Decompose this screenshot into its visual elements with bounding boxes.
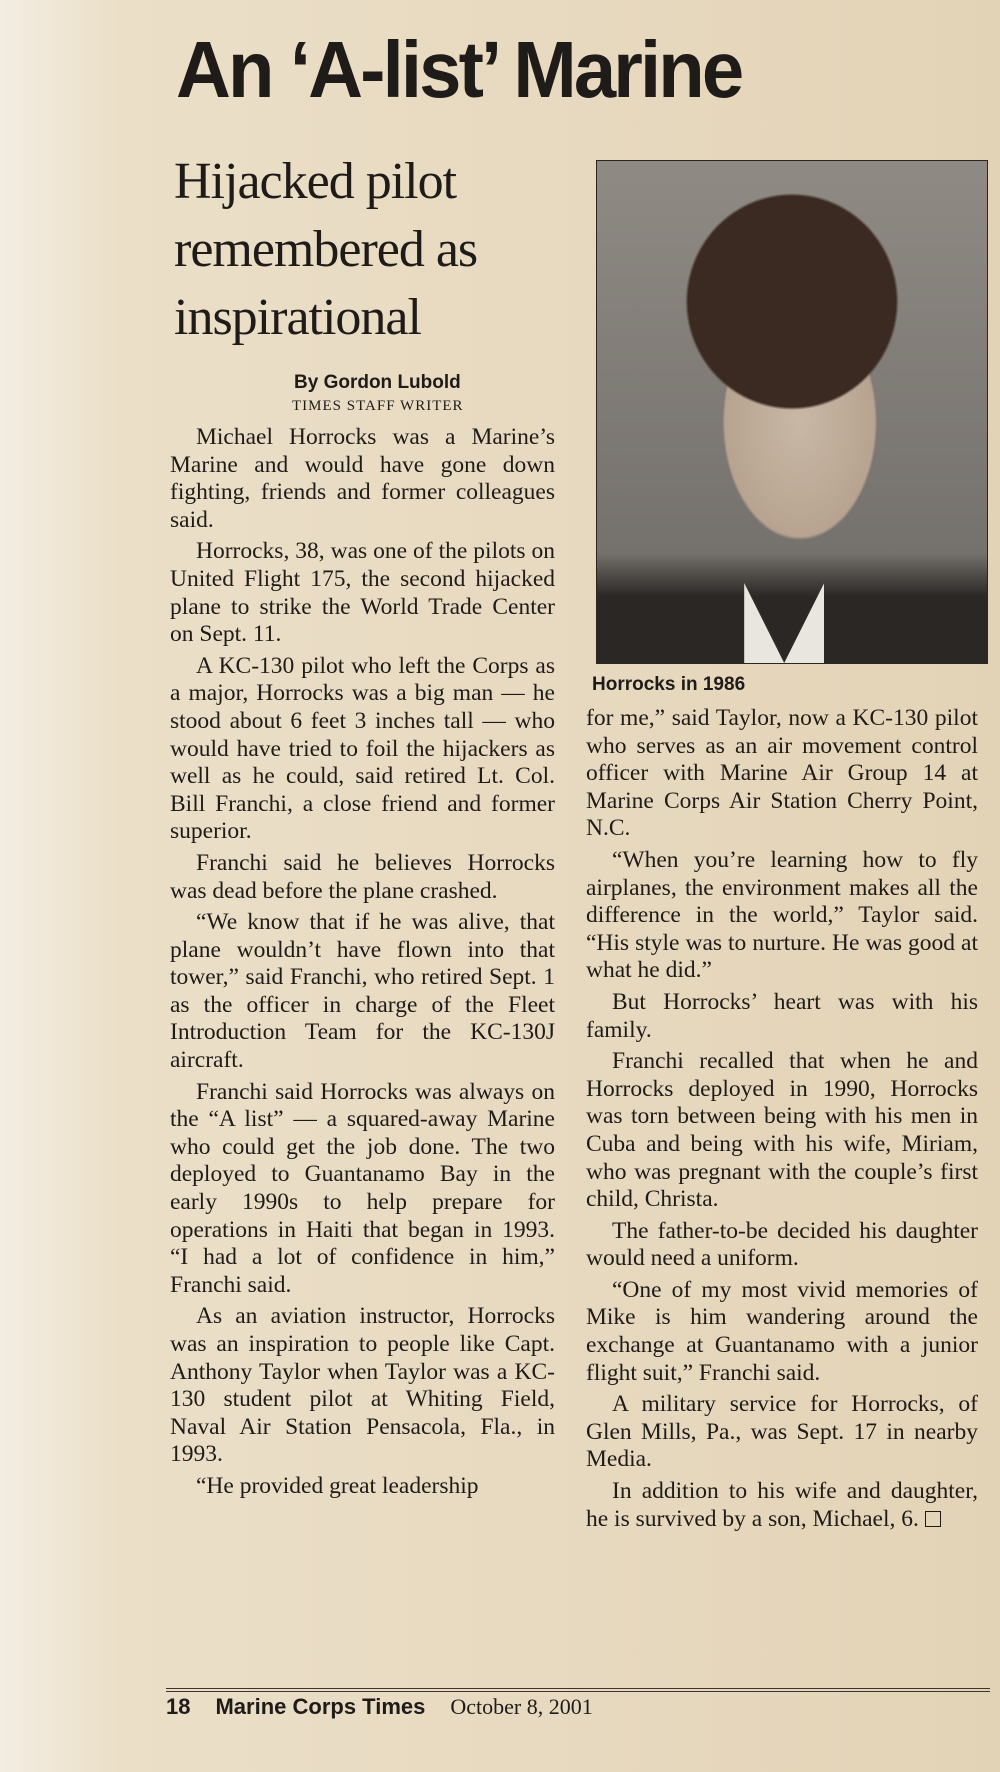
paragraph-last [586, 1478, 978, 1533]
paragraph: “When you’re learning how to fly airplanes, the environment makes all the difference in the world,” Taylor said. “His style was to nurture. He was good at what he did.” [586, 846, 978, 984]
paragraph: “We know that if he was alive, that plane wouldn’t have flown into that tower,” said Franchi, who retired Sept. 1 as the officer in charge of the Fleet Introduction Team for the KC-130J aircraft. [170, 909, 555, 1074]
right-column [586, 705, 978, 1537]
publication-date: October 8, 2001 [450, 1694, 593, 1719]
left-column [170, 424, 555, 1505]
paragraph: Franchi said Horrocks was always on the “A list” — a squared-away Marine who could get the job done. The two deployed to Guantanamo Bay in the early 1990s to help prepare for operations in Haiti that began in 1993. “I had a lot of confidence in him,” Franchi said. [170, 1078, 555, 1298]
footer-rule [166, 1688, 990, 1692]
headline: An ‘A-list’ Marine [176, 25, 742, 114]
paragraph: A military service for Horrocks, of Glen Mills, Pa., was Sept. 17 in nearby Media. [586, 1391, 978, 1473]
paragraph: Franchi recalled that when he and Horrocks deployed in 1990, Horrocks was torn between being with his men in Cuba and being with his wife, Miriam, who was pregnant with the couple’s first child, Christa. [586, 1048, 978, 1213]
paragraph: for me,” said Taylor, now a KC-130 pilot who serves as an air movement control officer with Marine Air Group 14 at Marine Corps Air Station Cherry Point, N.C. [586, 705, 978, 842]
paragraph: Franchi said he believes Horrocks was dead before the plane crashed. [170, 849, 555, 904]
paragraph: “One of my most vivid memories of Mike is him wandering around the exchange at Guantanamo with a junior flight suit,” Franchi said. [586, 1276, 978, 1386]
paragraph: “He provided great leadership [196, 1472, 479, 1499]
page-footer [166, 1694, 593, 1720]
publication-name: Marine Corps Times [215, 1694, 426, 1719]
paragraph: Horrocks, 38, was one of the pilots on United Flight 175, the second hijacked plane to strike the World Trade Center on Sept. 11. [170, 538, 555, 648]
portrait-photo [596, 160, 988, 664]
paragraph: Michael Horrocks was a Marine’s Marine and would have gone down fighting, friends and former colleagues said. [170, 424, 555, 533]
paragraph: But Horrocks’ heart was with his family. [586, 988, 978, 1043]
photo-shoulders [597, 553, 987, 663]
subhead: Hijacked pilot remembered as inspirational [174, 153, 478, 346]
paragraph: The father-to-be decided his daughter would need a uniform. [586, 1217, 978, 1272]
paragraph-text: In addition to his wife and daughter, he is survived by a son, Michael, 6. [586, 1478, 978, 1532]
byline: By Gordon Lubold [294, 372, 461, 393]
end-mark-icon [925, 1511, 941, 1527]
paragraph: A KC-130 pilot who left the Corps as a major, Horrocks was a big man — he stood about 6 feet 3 inches tall — who would have tried to foil the hijackers as well as he could, said retired Lt. Col. Bill Franchi, a close friend and former superior. [170, 652, 555, 845]
paragraph: As an aviation instructor, Horrocks was an inspiration to people like Capt. Anthony Taylor when Taylor was a KC-130 student pilot at Whiting Field, Naval Air Station Pensacola, Fla., in 1993. [170, 1303, 555, 1468]
photo-caption: Horrocks in 1986 [592, 674, 746, 695]
staff-credit: TIMES STAFF WRITER [292, 398, 464, 414]
page-number: 18 [166, 1694, 191, 1719]
